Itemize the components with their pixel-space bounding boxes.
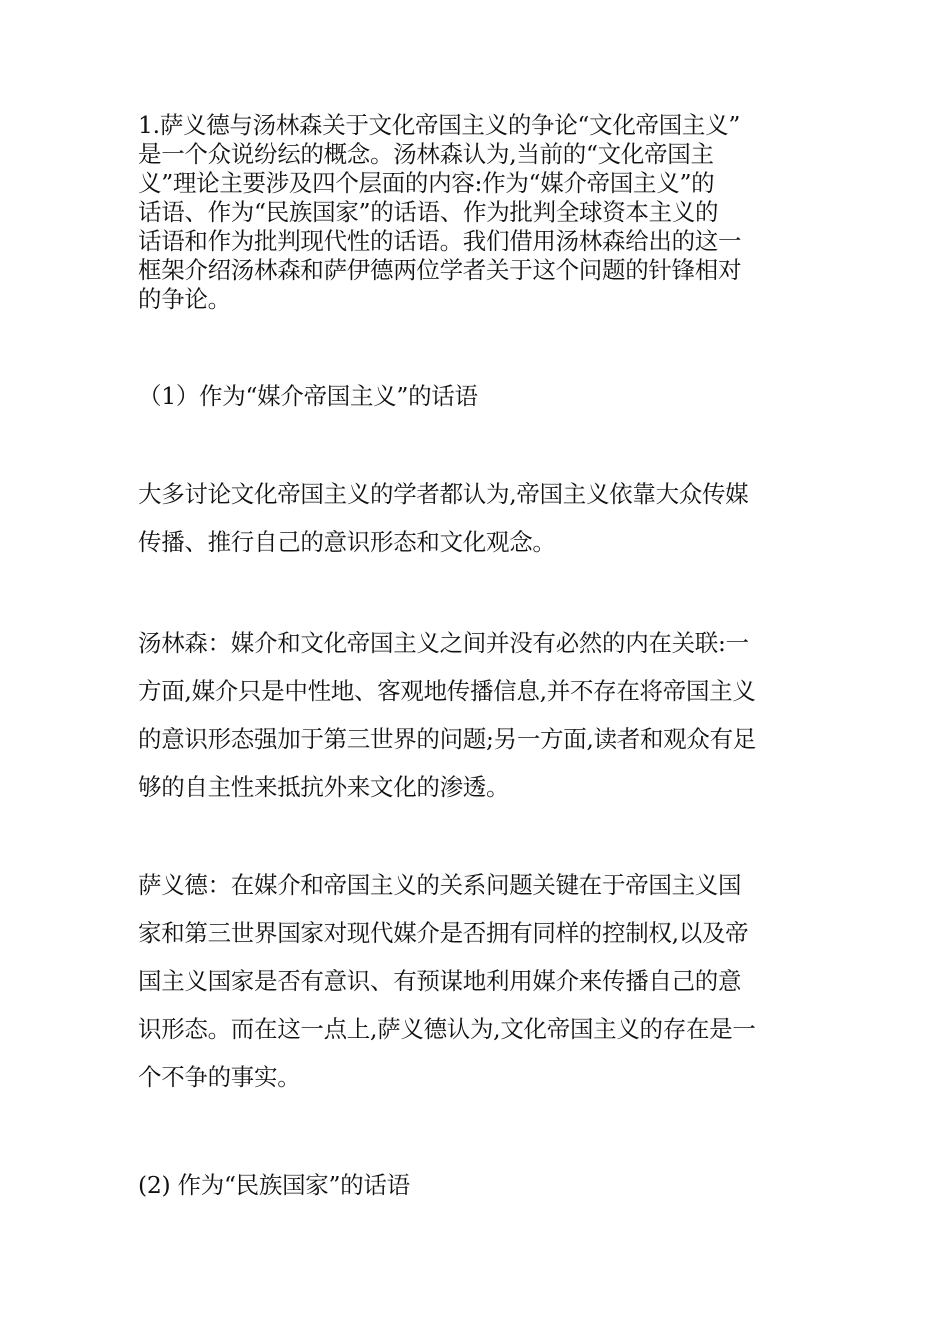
- section-heading-2: (2) 作为“民族国家”的话语: [138, 1171, 410, 1199]
- body-paragraph-said: 萨义德：在媒介和帝国主义的关系问题关键在于帝国主义国 家和第三世界国家对现代媒介是否拥有同样的控制权,以及帝 国主义国家是否有意识、有预谋地利用媒介来传播自己的意 识形态。而在这一点上,萨义德认为,文化帝国主义的存在是一 个不争的事实。: [138, 871, 756, 1091]
- body-paragraph-1: 大多讨论文化帝国主义的学者都认为,帝国主义依靠大众传媒 传播、推行自己的意识形态和文化观念。: [138, 480, 749, 556]
- section-heading-1: （1）作为“媒介帝国主义”的话语: [138, 382, 478, 410]
- body-paragraph-tomlinson: 汤林森：媒介和文化帝国主义之间并没有必然的内在关联:一 方面,媒介只是中性地、客观地传播信息,并不存在将帝国主义 的意识形态强加于第三世界的问题;另一方面,读者和观众有足 够的自主性来抵抗外来文化的渗透。: [138, 629, 756, 801]
- intro-paragraph: 1.萨义德与汤林森关于文化帝国主义的争论“文化帝国主义” 是一个众说纷纭的概念。汤林森认为,当前的“文化帝国主 义”理论主要涉及四个层面的内容:作为“媒介帝国主义”的 话语、作为“民族国家”的话语、作为批判全球资本主义的 话语和作为批判现代性的话语。我们借用汤林森给出的这一 框架介绍汤林森和萨伊德两位学者关于这个问题的针锋相对 的争论。: [138, 111, 742, 313]
